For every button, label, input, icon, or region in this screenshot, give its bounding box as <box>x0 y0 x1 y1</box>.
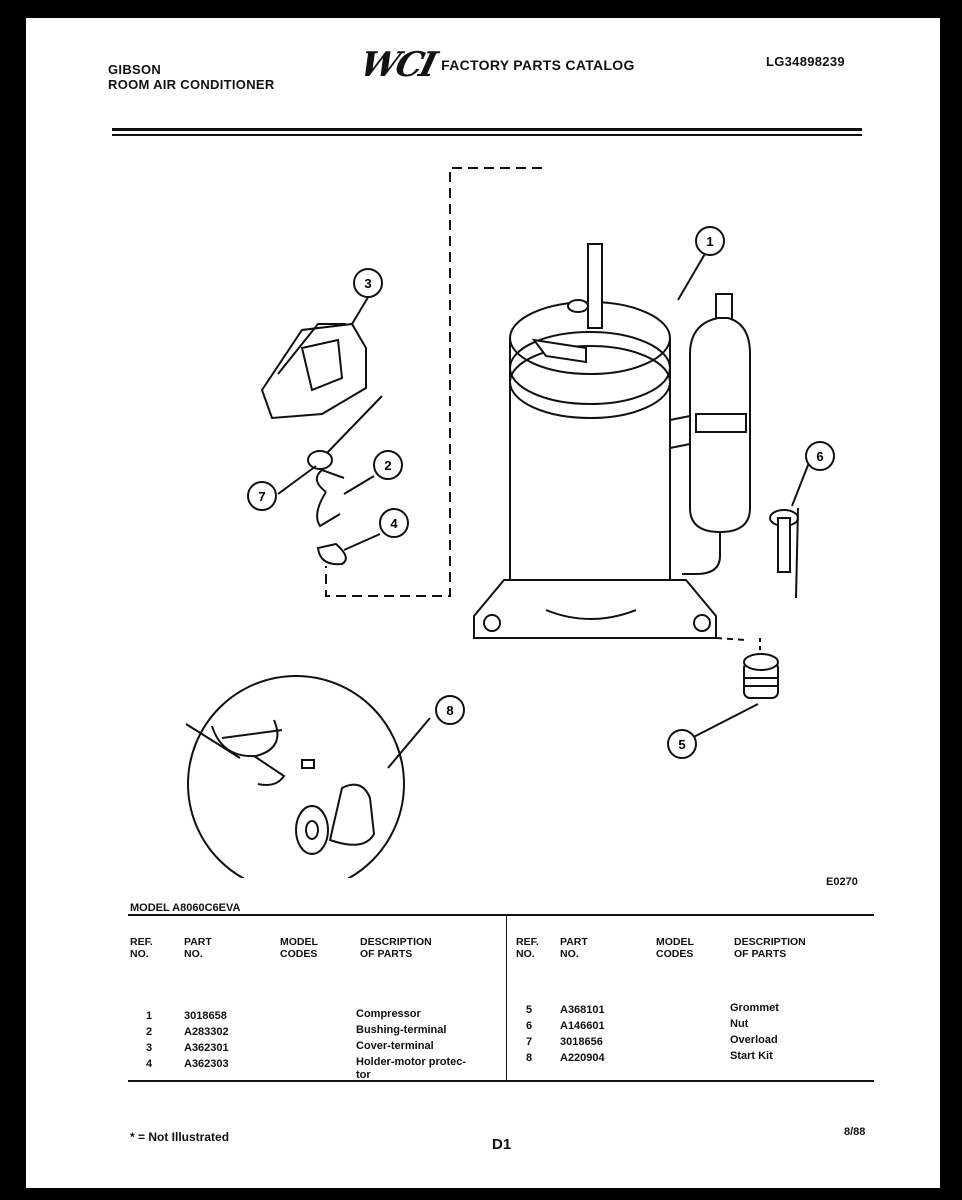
table-row-4-desc-cont: tor <box>356 1069 371 1081</box>
table-row-5-desc: Grommet <box>730 1002 779 1014</box>
catalog-number: LG34898239 <box>766 54 845 69</box>
grommet-drawing <box>744 638 778 698</box>
table-row-6-desc: Nut <box>730 1018 749 1030</box>
nut-bolt-drawing <box>770 508 798 598</box>
brand-name: GIBSON <box>108 62 162 77</box>
table-row-4-part: A362303 <box>184 1058 229 1070</box>
callout-1 <box>696 227 724 255</box>
catalog-title: FACTORY PARTS CATALOG <box>441 57 635 73</box>
table-row-7-desc: Overload <box>730 1034 778 1046</box>
table-row-6-ref: 6 <box>526 1020 533 1032</box>
footnote: * = Not Illustrated <box>130 1130 230 1144</box>
table-row-2-desc: Bushing-terminal <box>356 1024 447 1036</box>
header-ref-no: REF. NO. <box>130 936 153 960</box>
table-row-2-part: A283302 <box>184 1026 229 1038</box>
parts-diagram <box>26 18 940 878</box>
header-part-no: PART NO. <box>184 936 212 960</box>
callout-6 <box>806 442 834 470</box>
wci-logo: WCI <box>356 45 439 85</box>
compressor-drawing <box>474 244 716 638</box>
figure-reference: E0270 <box>826 876 858 888</box>
table-row-3-ref: 3 <box>146 1042 153 1054</box>
svg-text:1: 1 <box>706 234 714 249</box>
start-kit-detail <box>186 676 404 878</box>
table-row-2-ref: 2 <box>146 1026 153 1038</box>
page-number: D1 <box>492 1136 512 1153</box>
header-model-codes: MODEL CODES <box>280 936 318 960</box>
header-part-no-right: PART NO. <box>560 936 588 960</box>
table-row-1-desc: Compressor <box>356 1008 421 1020</box>
header-ref-no-right: REF. NO. <box>516 936 539 960</box>
table-row-3-desc: Cover-terminal <box>356 1040 434 1052</box>
callout-3 <box>354 269 382 297</box>
callout-5 <box>668 730 696 758</box>
accumulator-drawing <box>670 294 750 574</box>
svg-text:5: 5 <box>678 737 686 752</box>
table-row-5-part: A368101 <box>560 1004 605 1016</box>
svg-text:4: 4 <box>390 516 398 531</box>
print-date: 8/88 <box>844 1126 866 1138</box>
callout-8 <box>436 696 464 724</box>
svg-text:3: 3 <box>364 276 372 291</box>
table-row-6-part: A146601 <box>560 1020 605 1032</box>
table-row-8-ref: 8 <box>526 1052 533 1064</box>
callout-2 <box>374 451 402 479</box>
table-row-5-ref: 5 <box>526 1004 533 1016</box>
table-divider <box>506 916 507 1080</box>
table-row-1-ref: 1 <box>146 1010 153 1022</box>
table-row-1-part: 3018658 <box>184 1010 227 1022</box>
callout-4 <box>380 509 408 537</box>
svg-text:6: 6 <box>816 449 824 464</box>
header-description-right: DESCRIPTION OF PARTS <box>734 936 806 960</box>
svg-text:2: 2 <box>384 458 392 473</box>
parts-table <box>128 914 874 1082</box>
terminal-cover-drawing <box>262 324 366 418</box>
table-row-4-ref: 4 <box>146 1058 153 1070</box>
table-row-8-desc: Start Kit <box>730 1050 773 1062</box>
table-row-8-part: A220904 <box>560 1052 605 1064</box>
svg-text:7: 7 <box>258 489 266 504</box>
table-row-7-part: 3018656 <box>560 1036 603 1048</box>
table-row-3-part: A362301 <box>184 1042 229 1054</box>
table-row-4-desc: Holder-motor protec- <box>356 1056 466 1068</box>
header-model-codes-right: MODEL CODES <box>656 936 694 960</box>
model-number: MODEL A8060C6EVA <box>130 902 241 914</box>
product-name: ROOM AIR CONDITIONER <box>108 77 275 92</box>
svg-text:8: 8 <box>446 703 454 718</box>
callout-7 <box>248 482 276 510</box>
table-row-7-ref: 7 <box>526 1036 533 1048</box>
header-description: DESCRIPTION OF PARTS <box>360 936 432 960</box>
catalog-page <box>26 18 940 1188</box>
